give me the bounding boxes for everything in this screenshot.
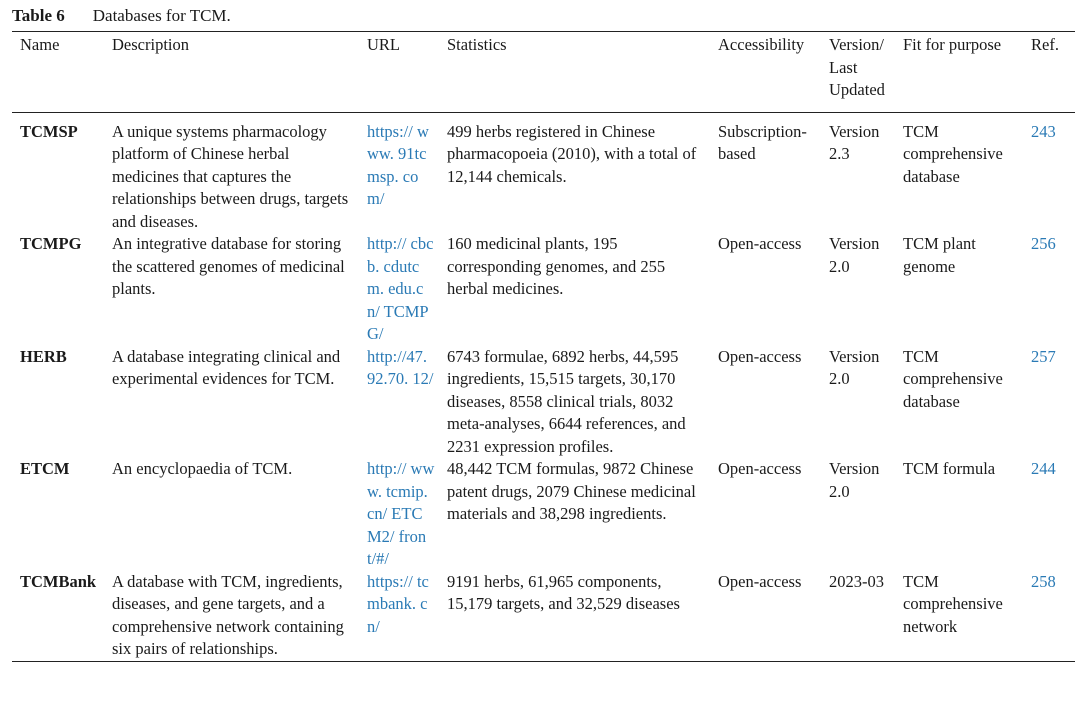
- row-name: TCMBank: [20, 571, 97, 591]
- row-url-link[interactable]: https:// tcmbank. cn/: [367, 571, 429, 636]
- row-version: Version 2.0: [829, 459, 880, 501]
- row-description: An integrative database for storing the scattered genomes of medicinal plants.: [112, 234, 345, 298]
- header-fit: Fit for purpose: [895, 32, 1023, 113]
- row-accessibility: Subscription-based: [718, 121, 807, 163]
- row-accessibility: Open-access: [718, 346, 802, 366]
- row-fit: TCM comprehensive database: [903, 121, 1003, 186]
- row-url-link[interactable]: https:// www. 91tcmsp. com/: [367, 121, 429, 208]
- row-version: Version 2.3: [829, 121, 880, 163]
- row-accessibility: Open-access: [718, 234, 802, 253]
- table-caption: [12, 0, 1070, 31]
- row-version: Version 2.0: [829, 234, 880, 276]
- table-row: [12, 112, 1075, 233]
- row-ref-link[interactable]: 243: [1031, 121, 1056, 141]
- row-statistics: 160 medicinal plants, 195 corresponding genomes, and 255 herbal medicines.: [447, 234, 666, 298]
- header-ref: Ref.: [1023, 32, 1075, 113]
- row-url-link[interactable]: http:// www. tcmip. cn/ ETCM2/ front/#/: [367, 459, 435, 568]
- table-label: Table 6: [12, 6, 65, 25]
- row-statistics: 6743 formulae, 6892 herbs, 44,595 ingredients, 15,515 targets, 30,170 diseases, 8558 clinical trials, 8032 meta-analyses, 6644 references, and 2231 expression profiles.: [447, 346, 686, 456]
- row-fit: TCM formula: [903, 459, 996, 478]
- header-accessibility: Accessibility: [710, 32, 821, 113]
- row-ref-link[interactable]: 257: [1031, 346, 1056, 366]
- row-fit: TCM plant genome: [903, 234, 976, 276]
- row-version: 2023-03: [829, 571, 884, 591]
- table-title: Databases for TCM.: [92, 6, 231, 25]
- row-name: TCMPG: [20, 234, 82, 253]
- row-description: A database integrating clinical and experimental evidences for TCM.: [112, 346, 341, 388]
- row-name: ETCM: [20, 459, 70, 478]
- row-ref-link[interactable]: 256: [1031, 234, 1056, 253]
- row-accessibility: Open-access: [718, 571, 802, 591]
- header-name: Name: [12, 32, 104, 113]
- row-url-link[interactable]: http:// cbcb. cdutcm. edu.cn/ TCMPG/: [367, 234, 434, 343]
- row-version: Version 2.0: [829, 346, 880, 388]
- row-url-link[interactable]: http://47. 92.70. 12/: [367, 346, 434, 388]
- table-header-row: [12, 32, 1075, 113]
- row-fit: TCM comprehensive database: [903, 346, 1003, 411]
- table-row: [12, 458, 1075, 571]
- table-row: [12, 346, 1075, 459]
- row-description: A database with TCM, ingredients, diseases, and gene targets, and a comprehensive network containing six pairs of relationships.: [112, 571, 344, 658]
- row-ref-link[interactable]: 244: [1031, 459, 1056, 478]
- row-statistics: 499 herbs registered in Chinese pharmacopoeia (2010), with a total of 12,144 chemicals.: [447, 121, 697, 186]
- header-description: Description: [104, 32, 359, 113]
- row-statistics: 48,442 TCM formulas, 9872 Chinese patent drugs, 2079 Chinese medicinal materials and 38,298 ingredients.: [447, 459, 696, 523]
- row-description: An encyclopaedia of TCM.: [112, 459, 293, 478]
- row-ref-link[interactable]: 258: [1031, 571, 1056, 591]
- header-url: URL: [359, 32, 439, 113]
- row-fit: TCM comprehensive network: [903, 571, 1003, 636]
- row-accessibility: Open-access: [718, 459, 802, 478]
- row-statistics: 9191 herbs, 61,965 components, 15,179 targets, and 32,529 diseases: [447, 571, 680, 613]
- header-statistics: Statistics: [439, 32, 710, 113]
- table-row: [12, 571, 1075, 662]
- header-version: Version/ Last Updated: [821, 32, 895, 113]
- row-name: HERB: [20, 346, 67, 366]
- databases-table: [12, 31, 1075, 662]
- table-row: [12, 233, 1075, 346]
- row-description: A unique systems pharmacology platform of Chinese herbal medicines that captures the relationships between drugs, targets and diseases.: [112, 121, 349, 231]
- row-name: TCMSP: [20, 121, 78, 141]
